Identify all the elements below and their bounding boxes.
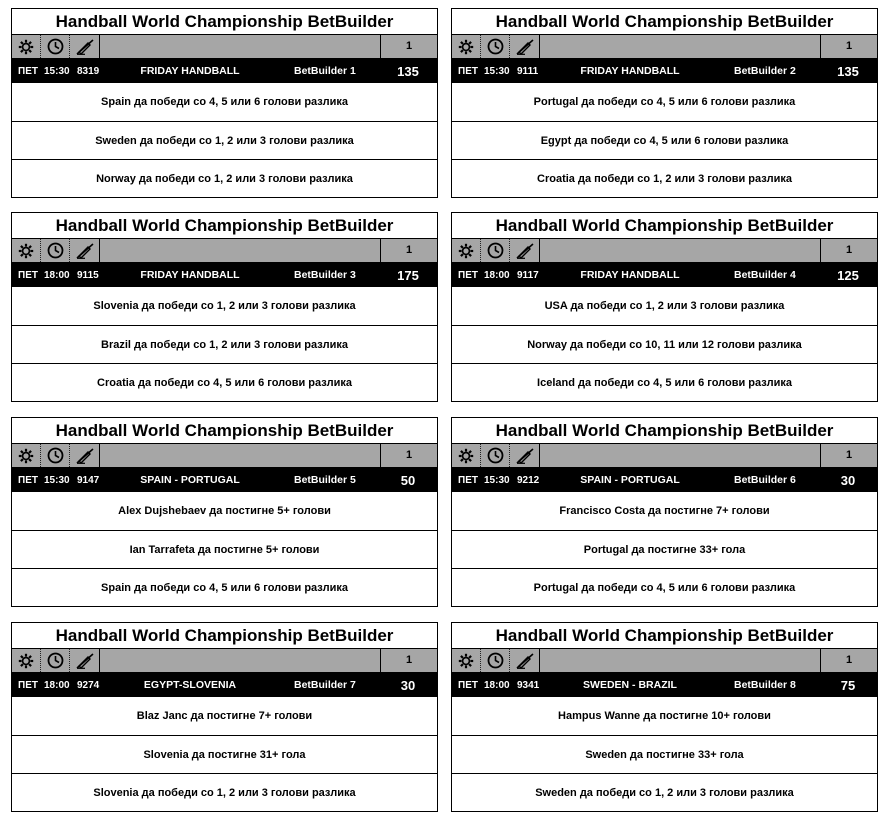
- event-code: 9274: [77, 679, 100, 691]
- event-name: FRIDAY HANDBALL: [140, 269, 240, 281]
- card-title: Handball World Championship BetBuilder: [452, 9, 877, 35]
- icon-bar-spacer: [100, 649, 381, 672]
- event-day: ПЕТ: [18, 269, 38, 281]
- selection-row: Hampus Wanne да постигне 10+ голови: [558, 710, 771, 722]
- event-day: ПЕТ: [458, 269, 478, 281]
- selection-list: [12, 83, 437, 197]
- selection-row: Portugal да постигне 33+ гола: [452, 530, 877, 568]
- event-day: ПЕТ: [18, 679, 38, 691]
- odds-value: 30: [400, 677, 416, 693]
- event-day: ПЕТ: [458, 65, 478, 77]
- selection-row: Ian Tarrafeta да постигне 5+ голови: [12, 530, 437, 568]
- selection-row: Sweden да победи со 1, 2 или 3 голови разлика: [12, 121, 437, 159]
- count-value: 1: [405, 40, 413, 52]
- gear-icon[interactable]: [12, 444, 41, 467]
- betbuilder-card: [451, 8, 878, 198]
- event-name: FRIDAY HANDBALL: [580, 269, 680, 281]
- count-value: 1: [845, 40, 853, 52]
- betbuilder-label: BetBuilder 6: [734, 474, 796, 486]
- selection-row: Slovenia да победи со 1, 2 или 3 голови разлика: [12, 773, 437, 811]
- count-value: 1: [845, 244, 853, 256]
- card-title: Handball World Championship BetBuilder: [452, 623, 877, 649]
- event-info-bar: [12, 59, 437, 83]
- card-title: Handball World Championship BetBuilder: [12, 418, 437, 444]
- event-info-bar: [452, 468, 877, 492]
- event-time: 15:30: [484, 474, 510, 486]
- event-code: 9115: [77, 269, 99, 281]
- clock-icon[interactable]: [41, 239, 70, 262]
- icon-bar: [452, 239, 877, 263]
- selection-row: Portugal да победи со 4, 5 или 6 голови разлика: [452, 568, 877, 606]
- odds-value: 75: [840, 677, 856, 693]
- selection-row: Croatia да победи со 1, 2 или 3 голови разлика: [452, 159, 877, 197]
- selection-row: Spain да победи со 4, 5 или 6 голови разлика: [12, 568, 437, 606]
- clock-icon[interactable]: [481, 649, 510, 672]
- gear-icon[interactable]: [452, 444, 481, 467]
- selection-row: Portugal да победи со 4, 5 или 6 голови разлика: [533, 96, 796, 108]
- event-info-bar: [452, 673, 877, 697]
- event-code: 9341: [517, 679, 540, 691]
- count-value: 1: [405, 244, 413, 256]
- no-write-icon[interactable]: [510, 444, 540, 467]
- gear-icon[interactable]: [452, 35, 481, 58]
- count-value: 1: [845, 654, 853, 666]
- event-time: 18:00: [44, 679, 70, 691]
- event-name: SPAIN - PORTUGAL: [580, 474, 680, 486]
- selection-row: Sweden да постигне 33+ гола: [452, 735, 877, 773]
- card-title: Handball World Championship BetBuilder: [12, 623, 437, 649]
- icon-bar-spacer: [540, 649, 821, 672]
- event-name: FRIDAY HANDBALL: [140, 65, 240, 77]
- betbuilder-label: BetBuilder 5: [294, 474, 356, 486]
- event-code: 8319: [77, 65, 100, 77]
- event-code: 9117: [517, 269, 539, 281]
- selection-list: [452, 83, 877, 197]
- odds-value: 30: [840, 472, 856, 488]
- betbuilder-card: [451, 212, 878, 402]
- icon-bar-spacer: [100, 35, 381, 58]
- selection-row: Iceland да победи со 4, 5 или 6 голови разлика: [452, 363, 877, 401]
- event-time: 18:00: [484, 679, 510, 691]
- icon-bar: [12, 35, 437, 59]
- icon-bar: [452, 444, 877, 468]
- betbuilder-label: BetBuilder 1: [294, 65, 356, 77]
- selection-list: [452, 492, 877, 606]
- event-day: ПЕТ: [18, 474, 38, 486]
- card-title: Handball World Championship BetBuilder: [452, 418, 877, 444]
- no-write-icon[interactable]: [70, 35, 100, 58]
- selection-list: [12, 287, 437, 401]
- selection-row: Brazil да победи со 1, 2 или 3 голови разлика: [12, 325, 437, 363]
- gear-icon[interactable]: [12, 35, 41, 58]
- odds-value: 135: [837, 63, 859, 79]
- betbuilder-label: BetBuilder 3: [294, 269, 356, 281]
- selection-row: Norway да победи со 1, 2 или 3 голови разлика: [12, 159, 437, 197]
- icon-bar: [452, 649, 877, 673]
- icon-bar-spacer: [540, 35, 821, 58]
- selection-list: [12, 492, 437, 606]
- betbuilder-card: [451, 622, 878, 812]
- no-write-icon[interactable]: [70, 239, 100, 262]
- count-value: 1: [405, 654, 413, 666]
- event-code: 9147: [77, 474, 100, 486]
- betbuilder-label: BetBuilder 4: [734, 269, 796, 281]
- event-day: ПЕТ: [18, 65, 38, 77]
- event-time: 15:30: [44, 474, 70, 486]
- event-time: 18:00: [484, 269, 510, 281]
- no-write-icon[interactable]: [70, 444, 100, 467]
- selection-list: [452, 697, 877, 811]
- selection-row: USA да победи со 1, 2 или 3 голови разлика: [544, 300, 785, 312]
- no-write-icon[interactable]: [510, 35, 540, 58]
- betbuilder-card: [451, 417, 878, 607]
- gear-icon[interactable]: [12, 649, 41, 672]
- event-day: ПЕТ: [458, 474, 478, 486]
- clock-icon[interactable]: [481, 35, 510, 58]
- card-title: Handball World Championship BetBuilder: [12, 9, 437, 35]
- event-name: FRIDAY HANDBALL: [580, 65, 680, 77]
- event-name: SWEDEN - BRAZIL: [583, 679, 677, 691]
- betbuilder-label: BetBuilder 2: [734, 65, 796, 77]
- selection-row: Slovenia да постигне 31+ гола: [12, 735, 437, 773]
- odds-value: 50: [400, 472, 416, 488]
- selection-row: Francisco Costa да постигне 7+ голови: [559, 505, 770, 517]
- betbuilder-card: [11, 417, 438, 607]
- count-value: 1: [405, 449, 413, 461]
- event-name: EGYPT-SLOVENIA: [143, 679, 237, 691]
- no-write-icon[interactable]: [510, 649, 540, 672]
- event-time: 15:30: [44, 65, 70, 77]
- selection-row: Norway да победи со 10, 11 или 12 голови разлика: [452, 325, 877, 363]
- selection-row: Slovenia да победи со 1, 2 или 3 голови разлика: [93, 300, 356, 312]
- event-day: ПЕТ: [458, 679, 478, 691]
- odds-value: 135: [397, 63, 419, 79]
- event-code: 9212: [517, 474, 540, 486]
- odds-value: 125: [837, 267, 859, 283]
- selection-row: Sweden да победи со 1, 2 или 3 голови разлика: [452, 773, 877, 811]
- selection-list: [12, 697, 437, 811]
- event-info-bar: [12, 673, 437, 697]
- gear-icon[interactable]: [12, 239, 41, 262]
- event-time: 18:00: [44, 269, 70, 281]
- icon-bar: [12, 239, 437, 263]
- icon-bar-spacer: [540, 239, 821, 262]
- no-write-icon[interactable]: [510, 239, 540, 262]
- betbuilder-card: [11, 212, 438, 402]
- event-info-bar: [12, 468, 437, 492]
- odds-value: 175: [397, 267, 419, 283]
- gear-icon[interactable]: [452, 649, 481, 672]
- card-title: Handball World Championship BetBuilder: [12, 213, 437, 239]
- selection-row: Egypt да победи со 4, 5 или 6 голови разлика: [452, 121, 877, 159]
- icon-bar-spacer: [100, 444, 381, 467]
- event-time: 15:30: [484, 65, 510, 77]
- selection-list: [452, 287, 877, 401]
- event-code: 9111: [517, 65, 539, 77]
- betbuilder-label: BetBuilder 7: [294, 679, 356, 691]
- selection-row: Spain да победи со 4, 5 или 6 голови разлика: [101, 96, 348, 108]
- event-info-bar: [12, 263, 437, 287]
- clock-icon[interactable]: [41, 649, 70, 672]
- count-value: 1: [845, 449, 853, 461]
- clock-icon[interactable]: [481, 444, 510, 467]
- no-write-icon[interactable]: [70, 649, 100, 672]
- betbuilder-label: BetBuilder 8: [734, 679, 796, 691]
- gear-icon[interactable]: [452, 239, 481, 262]
- icon-bar: [452, 35, 877, 59]
- event-info-bar: [452, 59, 877, 83]
- clock-icon[interactable]: [41, 444, 70, 467]
- clock-icon[interactable]: [481, 239, 510, 262]
- selection-row: Croatia да победи со 4, 5 или 6 голови разлика: [12, 363, 437, 401]
- icon-bar-spacer: [100, 239, 381, 262]
- icon-bar: [12, 444, 437, 468]
- clock-icon[interactable]: [41, 35, 70, 58]
- selection-row: Blaz Janc да постигне 7+ голови: [136, 710, 313, 722]
- icon-bar: [12, 649, 437, 673]
- event-info-bar: [452, 263, 877, 287]
- betbuilder-card: [11, 8, 438, 198]
- betbuilder-card: [11, 622, 438, 812]
- icon-bar-spacer: [540, 444, 821, 467]
- selection-row: Alex Dujshebaev да постигне 5+ голови: [118, 505, 331, 517]
- event-name: SPAIN - PORTUGAL: [140, 474, 240, 486]
- card-title: Handball World Championship BetBuilder: [452, 213, 877, 239]
